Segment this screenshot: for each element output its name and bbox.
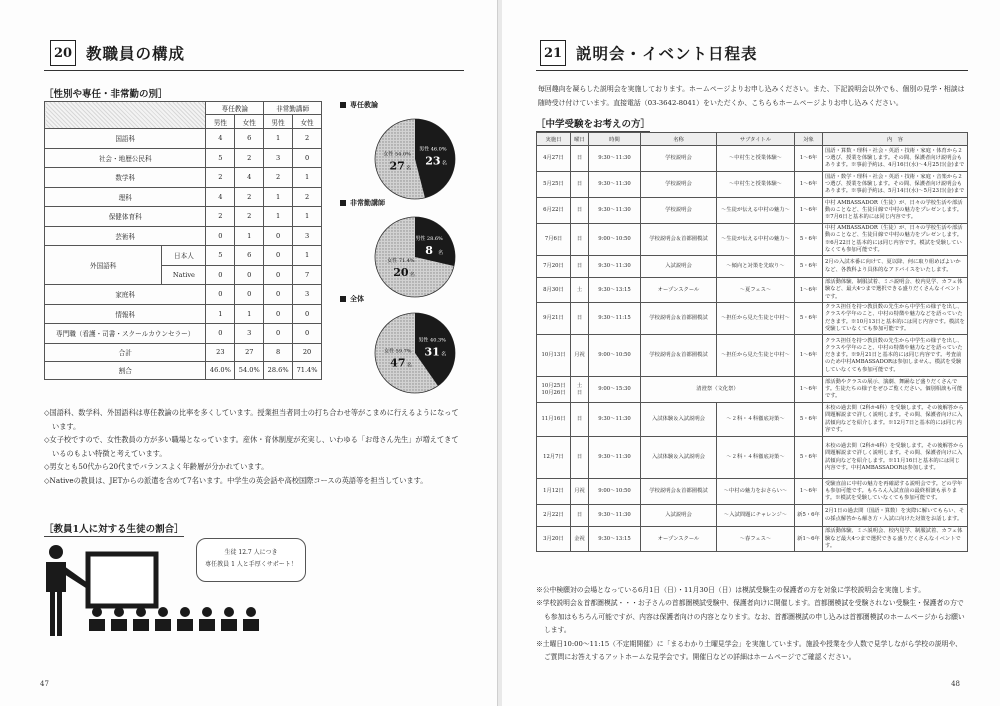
table-corner	[45, 102, 206, 129]
value-cell: 5	[206, 246, 235, 266]
pie-fulltime	[340, 100, 465, 173]
left-page	[0, 0, 498, 706]
section-title: 教職員の構成	[86, 44, 186, 63]
event-target-cell: 新1～6年	[795, 527, 823, 552]
group-header-fulltime: 専任教論	[206, 102, 264, 115]
event-date-cell: 10月13日	[537, 335, 571, 377]
pie-title: 非常勤講師	[350, 198, 385, 207]
value-cell: 2	[206, 168, 235, 188]
value-cell: 0	[264, 304, 293, 324]
subject-cell: 社会・地歴公民科	[45, 148, 206, 168]
ratio-cell: 46.0%	[206, 361, 235, 379]
pie-unit-female: 名	[409, 272, 415, 279]
value-cell: 7	[293, 265, 322, 285]
value-cell: 1	[264, 129, 293, 149]
value-cell: 1	[235, 226, 264, 246]
event-day-cell: 日	[571, 505, 589, 527]
event-target-cell: 1～6年	[795, 198, 823, 224]
page-number: 47	[40, 680, 49, 688]
event-date-cell: 5月25日	[537, 172, 571, 198]
note-item: ◇国語科、数学科、外国語科は専任教論の比率を多くしています。授業担当者同士の打ち合わせ等がこまめに行えるようになっています。	[44, 408, 459, 431]
event-time-cell: 9:30～11:30	[589, 505, 641, 527]
event-subtitle-cell: ～春フェス～	[717, 527, 795, 552]
value-cell: 2	[235, 207, 264, 227]
event-day-cell: 日	[571, 172, 589, 198]
schedule-row	[537, 224, 968, 256]
event-day-cell: 日	[571, 256, 589, 278]
pie-unit-female: 名	[406, 165, 412, 172]
value-cell: 3	[235, 324, 264, 344]
event-date-cell: 2月22日	[537, 505, 571, 527]
event-name-cell: 学校説明会＆首都圏模試	[641, 303, 717, 335]
right-page	[502, 0, 1000, 706]
event-time-cell: 9:30～11:15	[589, 303, 641, 335]
subcategory-cell: Native	[162, 265, 206, 285]
event-content-cell: クラス担任を持つ教員数の先生から中学生の様子を出し、クラスや学年のこと、中村の特徴や魅力などを語っていただきます。※9月21日と基本的には同じ内容です。考査前のため中村AMBASSADORは参加しません。模試を受験していなくても参加可能です。	[823, 335, 968, 377]
total-row	[45, 343, 322, 361]
ratio-label: 割合	[45, 361, 206, 379]
event-subtitle-cell: ～中村の魅力をおさらい～	[717, 479, 795, 505]
note-item: ◇Nativeの教員は、JETからの派遣を含めて7名います。中学生の英会話や高校国際コースの英語等を担当しています。	[44, 475, 428, 485]
value-cell: 1	[264, 207, 293, 227]
pie-chart	[370, 212, 460, 302]
value-cell: 2	[264, 168, 293, 188]
event-name-cell: オープンスクール	[641, 278, 717, 303]
event-date-cell: 9月21日	[537, 303, 571, 335]
event-date-cell: 12月7日	[537, 437, 571, 479]
pie-unit-male: 名	[441, 160, 447, 167]
value-cell: 1	[264, 187, 293, 207]
schedule-row	[537, 172, 968, 198]
event-content-cell: 中村 AMBASSADOR（生徒）が、日々の学校生活や部活動のことなど、生徒目線で中村の魅力をプレゼンします。※6月22日と基本的には同じ内容です。模試を受験していなくても参加可能です。	[823, 224, 968, 256]
note-item: ◇男女とも50代から20代までバランスよく年齢層が分かれています。	[44, 462, 269, 471]
table-row	[45, 304, 322, 324]
total-cell: 27	[235, 343, 264, 361]
bubble-line: 専任教員 1 人と手厚くサポート！	[205, 561, 297, 568]
event-subtitle-cell: ～夏フェス～	[717, 278, 795, 303]
value-cell: 1	[293, 207, 322, 227]
event-subtitle-cell: ～中村生と授業体験～	[717, 146, 795, 172]
event-subtitle-cell: ～中村生と授業体験～	[717, 172, 795, 198]
pie-chart	[370, 308, 460, 398]
col-header: 内 容	[823, 133, 968, 146]
intro-text: 毎回趣向を凝らした説明会を実施しております。ホームページよりお申し込みください。また、下記説明会以外でも、個別の見学・相談は随時受け付けています。直接電話（03-3642-8041）をいただくか、こちらもホームページよりお申し込みください。	[538, 85, 965, 107]
schedule-row	[537, 527, 968, 552]
pie-chart	[370, 114, 460, 204]
event-day-cell: 日	[571, 198, 589, 224]
table-row	[45, 148, 322, 168]
schedule-row	[537, 256, 968, 278]
event-day-cell: 月祝	[571, 479, 589, 505]
value-cell: 3	[264, 148, 293, 168]
event-name-cell: 入試説明会	[641, 505, 717, 527]
pie-label-female: 女性 59.7%	[384, 348, 412, 355]
event-name-cell: 入試体験＆入試説明会	[641, 437, 717, 479]
event-day-cell: 日	[571, 224, 589, 256]
subject-cell: 数学科	[45, 168, 206, 188]
table-heading: ［中学受験をお考えの方］	[536, 116, 650, 132]
event-target-cell: 5・6年	[795, 224, 823, 256]
event-name-cell: 学校説明会＆首都圏模試	[641, 335, 717, 377]
pie-value-female: 47	[390, 356, 406, 370]
value-cell: 0	[206, 285, 235, 305]
col-header-male: 男性	[264, 115, 293, 129]
ratio-row	[45, 361, 322, 379]
event-target-cell: 新5・6年	[795, 505, 823, 527]
event-date-cell: 8月30日	[537, 278, 571, 303]
pie-unit-male: 名	[438, 249, 444, 256]
section-number: 20	[50, 40, 76, 66]
total-cell: 23	[206, 343, 235, 361]
event-day-cell: 日	[571, 146, 589, 172]
value-cell: 4	[206, 129, 235, 149]
pie-label-female: 女性 71.4%	[387, 258, 415, 265]
value-cell: 0	[264, 285, 293, 305]
group-header-parttime: 非常勤講師	[264, 102, 322, 115]
event-subtitle-cell: ～傾向と対策を先取り～	[717, 256, 795, 278]
event-date-cell: 11月16日	[537, 403, 571, 437]
value-cell: 4	[235, 168, 264, 188]
event-date-cell: 3月20日	[537, 527, 571, 552]
pie-label-male: 男性 28.6%	[415, 235, 443, 242]
event-content-cell: 2月1日の過去問（国語・算数）を実際に解いてもらい、その採点解答から解き方・入試に向けた対策をお話します。	[823, 505, 968, 527]
event-subtitle-cell: ～担任から見た生徒と中村～	[717, 335, 795, 377]
col-header: 名称	[641, 133, 717, 146]
value-cell: 6	[235, 129, 264, 149]
schedule-row	[537, 198, 968, 224]
event-name-cell: 学校説明会＆首都圏模試	[641, 224, 717, 256]
event-day-cell: 土 日	[571, 377, 589, 403]
event-time-cell: 9:30～13:15	[589, 278, 641, 303]
page-number: 48	[951, 680, 960, 688]
value-cell: 0	[293, 304, 322, 324]
total-cell: 8	[264, 343, 293, 361]
event-date-cell: 1月12日	[537, 479, 571, 505]
legend-square-icon	[340, 296, 346, 302]
section-number: 21	[540, 40, 566, 66]
event-date-cell: 7月6日	[537, 224, 571, 256]
section-rule	[536, 70, 968, 71]
event-target-cell: 5・6年	[795, 437, 823, 479]
subject-cell: 家庭科	[45, 285, 206, 305]
value-cell: 1	[293, 246, 322, 266]
event-target-cell: 5・6年	[795, 303, 823, 335]
pie-label-female: 女性 54.0%	[383, 151, 411, 158]
value-cell: 0	[264, 324, 293, 344]
value-cell: 0	[264, 246, 293, 266]
event-schedule-table	[536, 132, 968, 552]
pie-title: 全体	[350, 294, 364, 303]
event-time-cell: 9:30～11:30	[589, 198, 641, 224]
schedule-row	[537, 505, 968, 527]
value-cell: 2	[206, 207, 235, 227]
subject-cell: 国語科	[45, 129, 206, 149]
subject-cell: 外国語科	[45, 246, 162, 285]
ratio-cell: 28.6%	[264, 361, 293, 379]
legend-square-icon	[340, 200, 346, 206]
event-target-cell: 5・6年	[795, 403, 823, 437]
col-header-female: 女性	[293, 115, 322, 129]
value-cell: 6	[235, 246, 264, 266]
event-content-cell: 国語・算数・理科・社会・英語・技術・家庭・体育から２つ選び、授業を体験します。その間、保護者向け説明会もあります。※事前予約は、4月16日(水)～4月25日(金)まで	[823, 146, 968, 172]
legend-square-icon	[340, 102, 346, 108]
event-time-cell: 9:00～15:30	[589, 377, 641, 403]
note-item: ◇女子校ですので、女性教員の方が多い職場となっています。産休・育休制度が充実し、いわゆる「お母さん先生」が増えてきているのもよい特徴と考えています。	[44, 435, 459, 458]
value-cell: 0	[293, 148, 322, 168]
col-header: 曜日	[571, 133, 589, 146]
event-time-cell: 9:30～11:30	[589, 146, 641, 172]
pie-value-female: 27	[389, 159, 405, 173]
footnote: ※学校説明会＆首都圏模試・・・お子さんの首都圏模試受験中、保護者向けに開催します。首都圏模試を受験されない受験生・保護者の方でも参加はもちろん可能ですが、内容は保護者向けの内容となります。なお、首都圏模試の申し込みは首都圏模試のホームページからお願いします。	[536, 599, 965, 635]
ratio-cell: 71.4%	[293, 361, 322, 379]
col-header-male: 男性	[206, 115, 235, 129]
section-header	[50, 36, 185, 70]
event-name-cell: 学校説明会	[641, 172, 717, 198]
event-content-cell: 国語・数学・理科・社会・英語・技術・家庭・音楽から２つ選び、授業を体験します。その間、保護者向け説明会もあります。※事前予約は、5月14日(水)～5月23日(金)まで	[823, 172, 968, 198]
pie-value-male: 31	[424, 345, 440, 359]
section-rule	[44, 70, 464, 71]
section-title: 説明会・イベント日程表	[576, 44, 758, 63]
event-name-cell: オープンスクール	[641, 527, 717, 552]
col-header: 時間	[589, 133, 641, 146]
schedule-row	[537, 377, 968, 403]
table-row	[45, 246, 322, 266]
event-day-cell: 月祝	[571, 335, 589, 377]
col-header-female: 女性	[235, 115, 264, 129]
value-cell: 0	[264, 265, 293, 285]
event-day-cell: 土	[571, 278, 589, 303]
value-cell: 1	[235, 304, 264, 324]
event-name-cell: 清澄祭（文化祭）	[641, 377, 795, 403]
event-content-cell: 中村 AMBASSADOR（生徒）が、日々の学校生活や部活動のことなど、生徒目線で中村の魅力をプレゼンします。※7月6日と基本的には同じ内容です。	[823, 198, 968, 224]
event-target-cell: 1～6年	[795, 479, 823, 505]
event-content-cell: 本校の過去問（2科か4科）を受験します。その後解答から問題解説まで詳しく説明します。その間、保護者向けに入試傾向などを紹介します。※12月7日と基本的には同じ内容です。	[823, 403, 968, 437]
event-target-cell: 1～6年	[795, 377, 823, 403]
event-subtitle-cell: ～２科・４科徹底対策～	[717, 437, 795, 479]
event-subtitle-cell: ～２科・４科徹底対策～	[717, 403, 795, 437]
event-time-cell: 9:30～11:30	[589, 437, 641, 479]
value-cell: 5	[206, 148, 235, 168]
event-day-cell: 日	[571, 403, 589, 437]
pie-label-male: 男性 40.3%	[418, 337, 446, 344]
event-time-cell: 9:00～10:50	[589, 479, 641, 505]
schedule-row	[537, 303, 968, 335]
value-cell: 0	[235, 265, 264, 285]
event-date-cell: 4月27日	[537, 146, 571, 172]
event-target-cell: 1～6年	[795, 278, 823, 303]
event-name-cell: 学校説明会	[641, 198, 717, 224]
pie-value-male: 8	[425, 243, 433, 257]
event-time-cell: 9:00～10:50	[589, 335, 641, 377]
subject-cell: 理科	[45, 187, 206, 207]
value-cell: 4	[206, 187, 235, 207]
staff-stats-table	[44, 101, 322, 380]
event-day-cell: 日	[571, 437, 589, 479]
event-date-cell: 7月20日	[537, 256, 571, 278]
event-target-cell: 1～6年	[795, 335, 823, 377]
students-illustration	[85, 604, 265, 644]
event-content-cell: クラス担任を持つ教員数の先生から中学生の様子を出し、クラスや学年のこと、中村の特徴や魅力などを語っていただきます。※10月13日と基本的には同じ内容です。模試を受験していなくても参加可能です。	[823, 303, 968, 335]
event-name-cell: 入試説明会	[641, 256, 717, 278]
value-cell: 3	[293, 285, 322, 305]
event-content-cell: 2月の入試本番に向けて、夏以降、何に取り組めばよいかなど、各教科より具体的なアドバイスをいたします。	[823, 256, 968, 278]
event-target-cell: 1～6年	[795, 146, 823, 172]
schedule-body	[537, 146, 968, 552]
event-content-cell: 本校の過去問（2科か4科）を受験します。その後解答から問題解説まで詳しく説明します。その間、保護者向けに入試傾向などを紹介します。※11月16日と基本的には同じ内容です。中村AMBASSADORは参加します。	[823, 437, 968, 479]
value-cell: 0	[293, 324, 322, 344]
event-subtitle-cell: ～担任から見た生徒と中村～	[717, 303, 795, 335]
event-content-cell: 部活動体験、ミニ説明会、校内見学、制服試着、カフェ体験など最大4つまで選択できる盛りだくさんなイベントです。	[823, 527, 968, 552]
subject-cell: 芸術科	[45, 226, 206, 246]
pie-value-female: 20	[393, 266, 409, 280]
event-name-cell: 学校説明会	[641, 146, 717, 172]
pie-overall	[340, 294, 465, 370]
schedule-row	[537, 278, 968, 303]
col-header: 実施日	[537, 133, 571, 146]
subject-cell: 保健体育科	[45, 207, 206, 227]
total-cell: 20	[293, 343, 322, 361]
pie-unit-male: 名	[441, 351, 447, 358]
event-content-cell: 部活動体験、制服試着、ミニ説明会、校内見学、カフェ体験など、最大4つまで選択できる盛りだくさんなイベントです。	[823, 278, 968, 303]
event-target-cell: 1～6年	[795, 172, 823, 198]
event-time-cell: 9:30～11:30	[589, 403, 641, 437]
event-time-cell: 9:00～10:50	[589, 224, 641, 256]
event-time-cell: 9:30～11:30	[589, 256, 641, 278]
event-time-cell: 9:30～11:30	[589, 172, 641, 198]
event-subtitle-cell: ～生徒が伝える中村の魅力～	[717, 198, 795, 224]
table-row	[45, 187, 322, 207]
table-row	[45, 168, 322, 188]
table-row	[45, 226, 322, 246]
col-header: サブタイトル	[717, 133, 795, 146]
pie-value-male: 23	[425, 154, 441, 168]
total-label: 合計	[45, 343, 206, 361]
event-subtitle-cell: ～生徒が伝える中村の魅力～	[717, 224, 795, 256]
event-date-cell: 6月22日	[537, 198, 571, 224]
value-cell: 1	[293, 168, 322, 188]
schedule-row	[537, 146, 968, 172]
table-row	[45, 129, 322, 149]
schedule-row	[537, 479, 968, 505]
notes	[44, 406, 459, 487]
pie-title: 専任教論	[350, 100, 378, 109]
pie-unit-female: 名	[406, 362, 412, 369]
event-target-cell: 5・6年	[795, 256, 823, 278]
schedule-row	[537, 437, 968, 479]
value-cell: 2	[235, 187, 264, 207]
event-name-cell: 学校説明会＆首都圏模試	[641, 479, 717, 505]
table-row	[45, 207, 322, 227]
subcategory-cell: 日本人	[162, 246, 206, 266]
value-cell: 0	[206, 265, 235, 285]
bubble-line: 生徒 12.7 人につき	[224, 549, 278, 556]
event-content-cell: 部活動やクラスの展示、演劇、舞踊など盛りだくさんです。生徒たちの様子をぜひご覧ください。個別相談も可能です。	[823, 377, 968, 403]
footnote: ※公中検願対の会場となっている6月1日（日）・11月30日（日）は模試受験生の保護者の方を対象に学校説明会を実施します。	[536, 586, 926, 594]
value-cell: 3	[293, 226, 322, 246]
col-header: 対象	[795, 133, 823, 146]
table-row	[45, 324, 322, 344]
event-day-cell: 金祝	[571, 527, 589, 552]
event-content-cell: 受験直前に中村の魅力を再確認する説明会です。どの学年も参加可能です。もちろん入試直前の最終相談も承ります。※模試を受験していなくても参加可能です。	[823, 479, 968, 505]
subject-cell: 情報科	[45, 304, 206, 324]
value-cell: 2	[235, 148, 264, 168]
section-header	[540, 36, 758, 70]
value-cell: 2	[293, 129, 322, 149]
event-date-cell: 10月25日 10月26日	[537, 377, 571, 403]
value-cell: 0	[206, 226, 235, 246]
pie-label-male: 男性 46.0%	[419, 146, 447, 153]
event-subtitle-cell: ～入試問題にチャレンジ～	[717, 505, 795, 527]
schedule-row	[537, 335, 968, 377]
event-day-cell: 日	[571, 303, 589, 335]
value-cell: 1	[206, 304, 235, 324]
value-cell: 2	[293, 187, 322, 207]
value-cell: 0	[264, 226, 293, 246]
value-cell: 0	[206, 324, 235, 344]
stats-heading: ［性別や専任・非常勤の別］	[44, 86, 168, 102]
footnotes	[536, 584, 968, 664]
footnote: ※土曜日10:00～11:15（不定期開催）に「まるわかり土曜見学会」を実施しています。施設や授業を少人数で見学しながら学校の説明や、ご質問にお答えするアットホームな見学会です。開催日などの詳細はホームページでご確認ください。	[536, 639, 962, 662]
ratio-heading: ［教員1人に対する生徒の割合］	[44, 521, 184, 537]
pie-parttime	[340, 198, 465, 280]
schedule-row	[537, 403, 968, 437]
ratio-cell: 54.0%	[235, 361, 264, 379]
subject-cell: 専門職（看護・司書・スクールカウンセラー）	[45, 324, 206, 344]
event-name-cell: 入試体験＆入試説明会	[641, 403, 717, 437]
event-time-cell: 9:30～13:15	[589, 527, 641, 552]
value-cell: 0	[235, 285, 264, 305]
speech-bubble	[196, 538, 306, 582]
table-row	[45, 285, 322, 305]
